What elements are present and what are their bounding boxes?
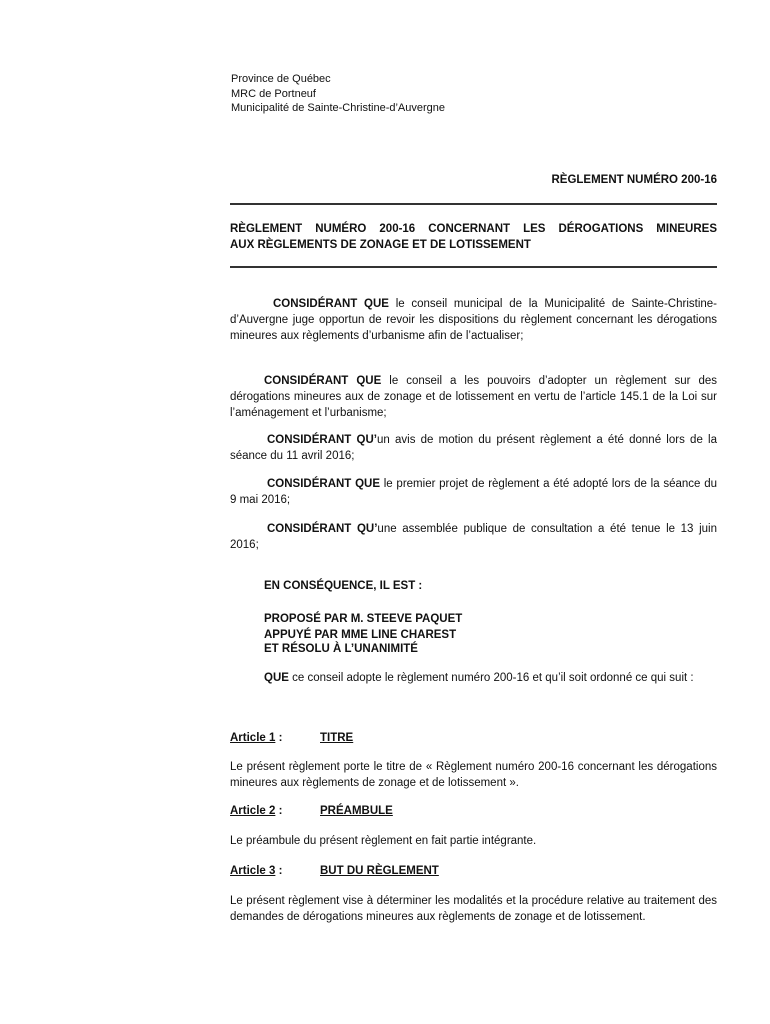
article-separator: : xyxy=(275,865,283,877)
regulation-number: RÈGLEMENT NUMÉRO 200-16 xyxy=(551,174,717,186)
article-1-body: Le présent règlement porte le titre de « Règlement numéro 200-16 concernant les dérogations mineures aux règlements de zonage et de lotissement ». xyxy=(230,761,717,789)
article-separator: : xyxy=(275,732,283,744)
article-2-body: Le préambule du présent règlement en fait partie intégrante. xyxy=(230,835,537,847)
article-3-body: Le présent règlement vise à déterminer les modalités et la procédure relative au traitement des demandes de dérogations mineures aux règlements de zonage et de lotissement. xyxy=(230,895,717,923)
regulation-title-line1: RÈGLEMENT NUMÉRO 200-16 CONCERNANT LES DÉROGATIONS MINEURES xyxy=(230,223,717,235)
considerant-text: un avis de motion du présent règlement a été donné lors de la séance du 11 avril 2016; xyxy=(230,434,717,462)
header-mrc: MRC de Portneuf xyxy=(231,88,316,100)
bottom-divider xyxy=(230,266,717,268)
considerant-4 xyxy=(230,476,717,508)
considerant-text: une assemblée publique de consultation a été tenue le 13 juin 2016; xyxy=(230,523,717,551)
header-province: Province de Québec xyxy=(231,73,331,85)
article-2-heading xyxy=(230,803,393,819)
article-1-heading xyxy=(230,730,354,746)
considerant-1 xyxy=(230,296,717,344)
considerant-lead: CONSIDÉRANT QUE xyxy=(273,298,389,310)
considerant-text: le premier projet de règlement a été adopté lors de la séance du 9 mai 2016; xyxy=(230,478,717,506)
article-number: Article 3 xyxy=(230,865,276,877)
considerant-lead: CONSIDÉRANT QU’ xyxy=(267,434,377,446)
considerant-3 xyxy=(230,432,717,464)
article-title: TITRE xyxy=(320,732,354,744)
resolu-unanimite: ET RÉSOLU À L’UNANIMITÉ xyxy=(264,643,418,655)
que-clause xyxy=(230,670,717,686)
considerant-2 xyxy=(230,373,717,421)
regulation-title-line2: AUX RÈGLEMENTS DE ZONAGE ET DE LOTISSEMENT xyxy=(230,239,531,251)
considerant-text: le conseil a les pouvoirs d’adopter un règlement sur des dérogations mineures aux de zonage et de lotissement en vertu de l’article 145.1 de la Loi sur l’aménagement et l’urbanisme; xyxy=(230,375,717,419)
consequence-heading: EN CONSÉQUENCE, IL EST : xyxy=(264,580,423,592)
considerant-text: le conseil municipal de la Municipalité de Sainte-Christine-d’Auvergne juge opportun de revoir les dispositions du règlement concernant les dérogations mineures aux règlements d’urbanisme afin de l’actualiser; xyxy=(230,298,717,342)
article-title: BUT DU RÈGLEMENT xyxy=(320,865,439,877)
considerant-lead: CONSIDÉRANT QUE xyxy=(267,478,380,490)
article-number: Article 1 xyxy=(230,732,276,744)
appuye-par: APPUYÉ PAR MME LINE CHAREST xyxy=(264,629,457,641)
article-3-heading xyxy=(230,863,439,879)
que-lead: QUE xyxy=(264,672,289,684)
que-text: ce conseil adopte le règlement numéro 200-16 et qu’il soit ordonné ce qui suit : xyxy=(288,672,694,684)
article-number: Article 2 xyxy=(230,805,276,817)
considerant-5 xyxy=(230,521,717,553)
top-divider xyxy=(230,203,717,205)
article-separator: : xyxy=(275,805,283,817)
considerant-lead: CONSIDÉRANT QUE xyxy=(264,375,382,387)
considerant-lead: CONSIDÉRANT QU’ xyxy=(267,523,378,535)
header-municipality: Municipalité de Sainte-Christine-d’Auvergne xyxy=(231,102,446,114)
propose-par: PROPOSÉ PAR M. STEEVE PAQUET xyxy=(264,613,463,625)
article-title: PRÉAMBULE xyxy=(320,805,393,817)
